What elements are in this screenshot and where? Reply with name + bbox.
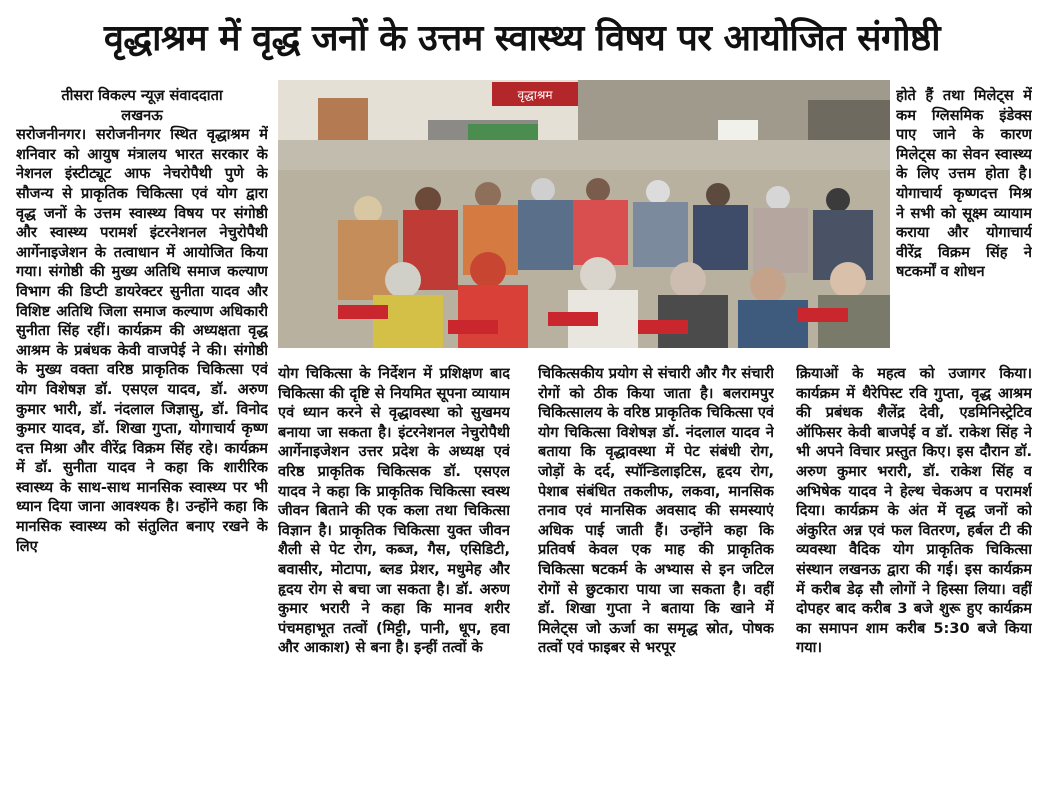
headline: वृद्धाश्रम में वृद्ध जनों के उत्तम स्वास्थ्य विषय पर आयोजित संगोष्ठी bbox=[103, 18, 941, 59]
byline-reporter: तीसरा विकल्प न्यूज़ संवाददाता bbox=[61, 87, 223, 104]
event-photo bbox=[278, 80, 890, 348]
column-4-bottom-text: क्रियाओं के महत्व को उजागर किया। कार्यक्रम में थैरेपिस्ट रवि गुप्ता, वृद्ध आश्रम की प्रबंधक शैलेंद्र देवी, एडमिनिस्ट्रेटिव ऑफिसर केवी बाजपेई व डॉ. राकेश सिंह ने भी अपने विचार प्रस्तुत किए। इस दौरान डॉ. अरुण कुमार भरारी, डॉ. राकेश सिंह व अभिषेक यादव ने हेल्थ चेकअप व परामर्श दिया। कार्यक्रम के अंत में वृद्ध जनों को अंकुरित अन्न एवं फल वितरण, हर्बल टी की व्यवस्था वैदिक योग प्राकृतिक चिकित्सा संस्थान लखनऊ द्वारा की गई। इस कार्यक्रम में करीब डेढ़ सौ लोगों ने हिस्सा लिया। वहीं दोपहर बाद करीब 3 बजे शुरू हुए कार्यक्रम का समापन शाम करीब 5:30 बजे किया गया। bbox=[796, 365, 1032, 657]
column-1-text: सरोजनीनगर। सरोजनीनगर स्थित वृद्धाश्रम में शनिवार को आयुष मंत्रालय भारत सरकार के नेशनल इंस्टीट्यूट आफ नेचरोपैथी पुणे के सौजन्य से प्राकृतिक चिकित्सा एवं योग द्वारा वृद्ध जनों के उत्तम स्वास्थ्य विषय पर संगोष्ठी और स्वास्थ्य परामर्श इंटरनेशनल नेचुरोपैथी आर्गेनाइजेशन के तत्वाधान में आयोजित किया गया। संगोष्ठी की मुख्य अतिथि समाज कल्याण विभाग की डिप्टी डायरेक्टर सुनीता यादव और विशिष्ट अतिथि जिला समाज कल्याण अधिकारी सुनीता सिंह रहीं। कार्यक्रम की अध्यक्षता वृद्ध आश्रम के प्रबंधक केवी वाजपेई ने की। संगोष्ठी के मुख्य वक्ता वरिष्ठ प्राकृतिक चिकित्सा एवं योग विशेषज्ञ डॉ. एसएल यादव, डॉ. अरुण कुमार भारी, डॉ. नंदलाल जिज्ञासु, डॉ. विनोद कुमार यादव, डॉ. शिखा गुप्ता, योगाचार्य कृष्ण दत्त मिश्रा और वीरेंद्र विक्रम सिंह रहे। कार्यक्रम में डॉ. सुनीता यादव ने कहा कि शारीरिक स्वास्थ्य के साथ-साथ मानसिक स्वास्थ्य पर भी ध्यान दिया जाना आवश्यक है। उन्होंने कहा कि मानसिक स्वास्थ्य को संतुलित बनाए रखने के लिए bbox=[16, 126, 268, 555]
column-2-text: योग चिकित्सा के निर्देशन में प्रशिक्षण बाद चिकित्सा की दृष्टि से नियमित सूपना व्यायाम एवं ध्यान करने से वृद्धावस्था को सुखमय बनाया जा सकता है। इंटरनेशनल नेचुरोपैथी आर्गेनाइजेशन उत्तर प्रदेश के अध्यक्ष एवं वरिष्ठ प्राकृतिक चिकित्सक डॉ. एसएल यादव ने कहा कि प्राकृतिक चिकित्सा स्वस्थ जीवन बिताने की एक कला तथा चिकित्सा विज्ञान है। प्राकृतिक चिकित्सा युक्त जीवन शैली से पेट रोग, कब्ज, गैस, एसिडिटी, बवासीर, मोटापा, ब्लड प्रेशर, मधुमेह और हृदय रोग से बचा जा सकता है। डॉ. अरुण कुमार भरारी ने कहा कि मानव शरीर पंचमहाभूत तत्वों (मिट्टी, पानी, धूप, हवा और आकाश) से बना है। इन्हीं तत्वों के bbox=[278, 365, 510, 657]
column-3-text: चिकित्सकीय प्रयोग से संचारी और गैर संचारी रोगों को ठीक किया जाता है। बलरामपुर चिकित्सालय के वरिष्ठ प्राकृतिक चिकित्सा एवं योग चिकित्सा विशेषज्ञ डॉ. नंदलाल यादव ने बताया कि वृद्धावस्था में पेट संबंधी रोग, जोड़ों के दर्द, स्पॉन्डिलाइटिस, हृदय रोग, पेशाब संबंधित तकलीफ, लकवा, मानसिक तनाव एवं मानसिक अवसाद की समस्याएं अधिक पाई जाती हैं। उन्होंने कहा कि प्रतिवर्ष केवल एक माह की प्राकृतिक चिकित्सा षटकर्म के अभ्यास से इन जटिल रोगों से छुटकारा पाया जा सकता है। वहीं डॉ. शिखा गुप्ता ने बताया कि खाने में मिलेट्स जो ऊर्जा का समृद्ध स्रोत, पोषक तत्वों एवं फाइबर से भरपूर bbox=[538, 365, 774, 657]
column-4-bottom bbox=[796, 364, 1032, 784]
column-1 bbox=[16, 86, 268, 784]
column-4-top bbox=[896, 86, 1032, 364]
column-4-top-text: होते हैं तथा मिलेट्स में कम ग्लिसमिक इंडेक्स पाए जाने के कारण मिलेट्स का सेवन स्वास्थ्य के लिए उत्तम होता है। योगाचार्य कृष्णदत्त मिश्र ने सभी को सूक्ष्म व्यायाम कराया और योगाचार्य वीरेंद्र विक्रम सिंह ने षटकर्मों व शोधन bbox=[896, 87, 1032, 281]
column-2 bbox=[278, 364, 510, 784]
photo-banner: वृद्धाश्रम bbox=[517, 88, 553, 102]
byline-city: लखनऊ bbox=[121, 106, 163, 124]
column-3 bbox=[538, 364, 774, 784]
